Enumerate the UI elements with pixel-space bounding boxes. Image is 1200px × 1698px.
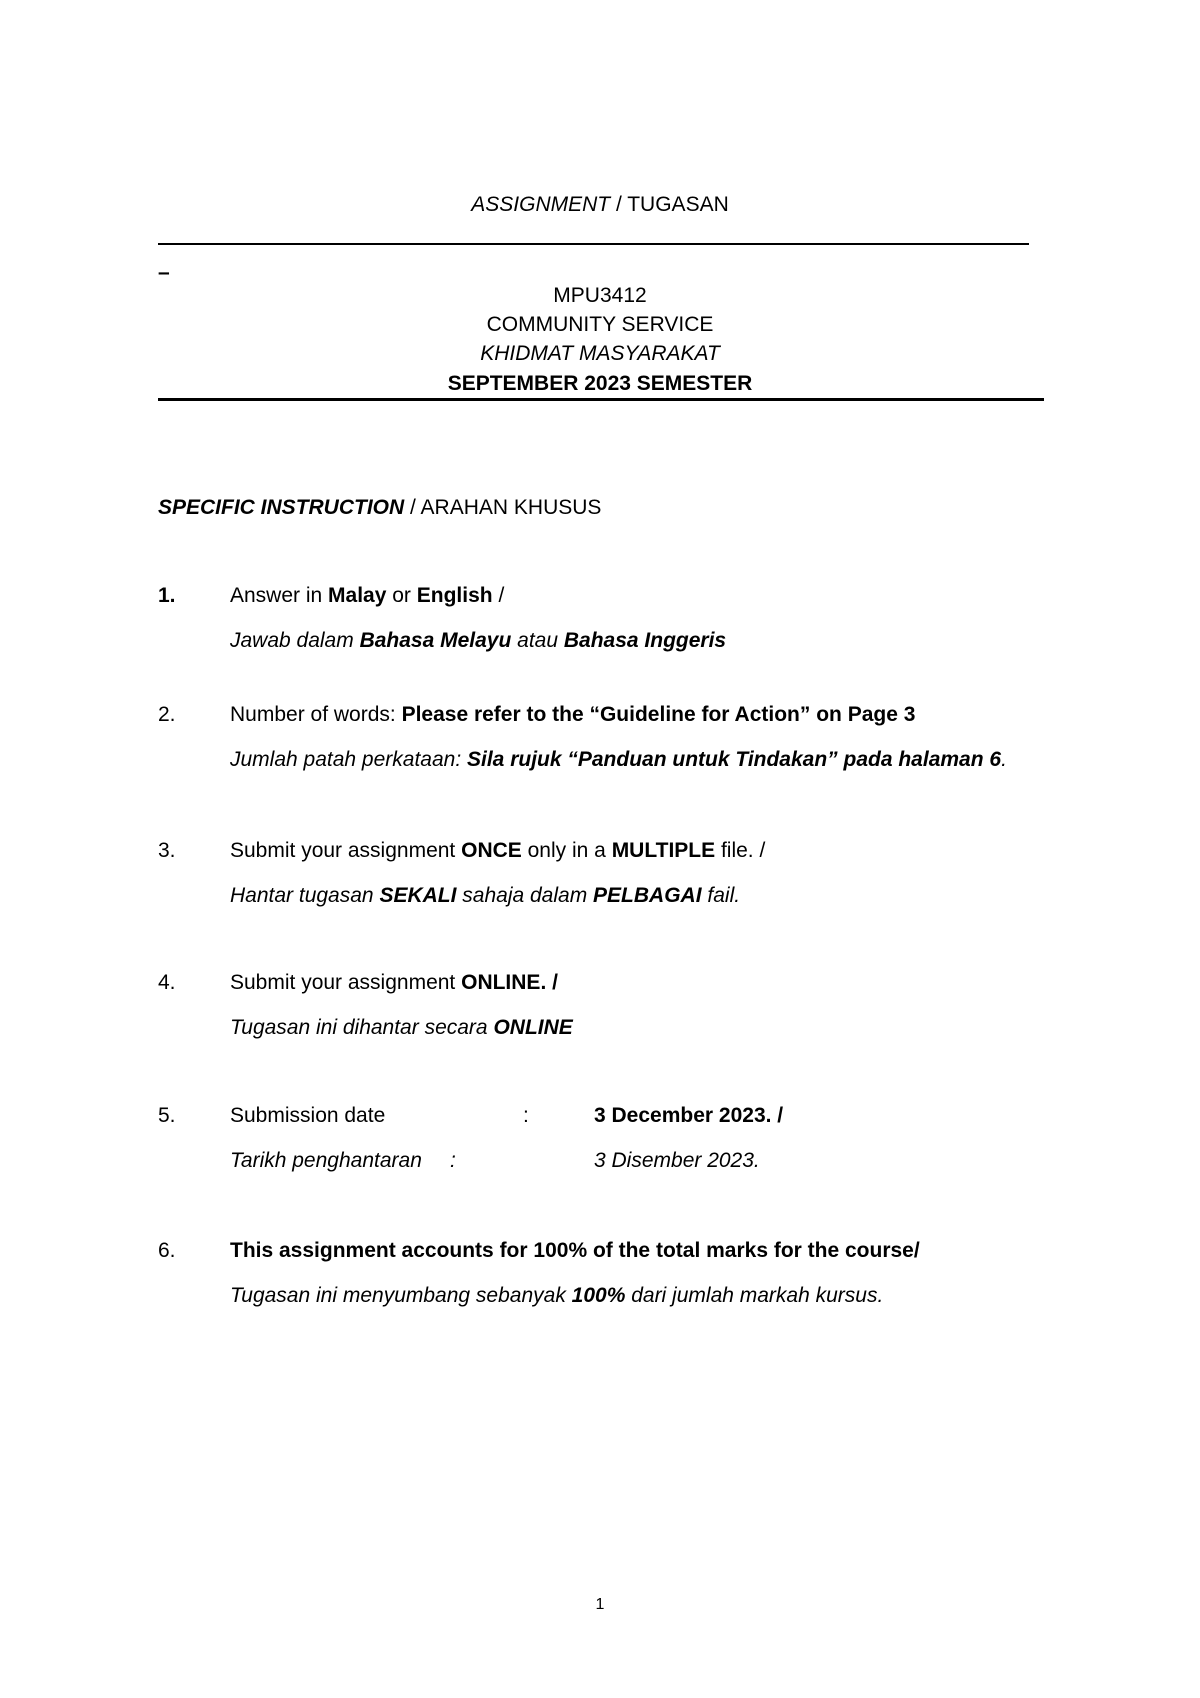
- text-run-bold: Bahasa Inggeris: [563, 629, 727, 652]
- item-3-en: [230, 838, 765, 864]
- text-run: atau: [511, 629, 564, 652]
- page-number: 1: [595, 1596, 605, 1613]
- text-run: Answer in: [230, 584, 329, 607]
- text-run: file. /: [715, 839, 766, 862]
- text-run-bold: SEKALI: [379, 884, 457, 907]
- text-run: Submit your assignment: [230, 839, 462, 862]
- semester: SEPTEMBER 2023 SEMESTER: [447, 372, 753, 395]
- text-run-bold: Sila rujuk “Panduan untuk Tindakan” pada halaman 6: [467, 748, 1002, 771]
- text-run-bold: 100%: [533, 1239, 588, 1262]
- text-run: sahaja dalam: [456, 884, 594, 907]
- text-run: Number of words:: [230, 703, 402, 726]
- item-number: 4.: [158, 971, 176, 994]
- section-heading-sep: /: [404, 496, 421, 519]
- item-6-my: [230, 1283, 883, 1309]
- text-run-bold: ONLINE. /: [461, 971, 558, 994]
- text-run-bold: This assignment accounts for: [230, 1239, 534, 1262]
- text-run: fail.: [701, 884, 741, 907]
- submission-date-value-my: 3 Disember 2023.: [594, 1149, 760, 1172]
- course-name-malay: KHIDMAT MASYARAKAT: [480, 342, 720, 365]
- item-3-my: [230, 883, 740, 909]
- text-run-bold: English: [416, 584, 493, 607]
- text-run-bold: ONLINE: [493, 1016, 573, 1039]
- text-run-bold: ONCE: [461, 839, 522, 862]
- section-heading: [158, 495, 601, 521]
- text-run-bold: 100%: [571, 1284, 626, 1307]
- assignment-title: [0, 192, 1200, 218]
- item-number: 1.: [158, 584, 176, 607]
- submission-date-value: 3 December 2023. /: [594, 1104, 784, 1127]
- text-run: .: [1001, 748, 1007, 771]
- submission-date-label-my: Tarikh penghantaran: [230, 1149, 422, 1172]
- item-4-my: [230, 1015, 573, 1041]
- course-code: MPU3412: [553, 284, 647, 307]
- text-run-bold: Bahasa Melayu: [359, 629, 512, 652]
- assignment-title-my: TUGASAN: [627, 193, 729, 216]
- bottom-divider: [158, 398, 1044, 401]
- section-heading-my: ARAHAN KHUSUS: [420, 496, 602, 519]
- text-run-bold: of the total marks for the course/: [587, 1239, 920, 1262]
- text-run: Tugasan ini dihantar secara: [230, 1016, 494, 1039]
- item-1-en: [230, 583, 504, 609]
- stray-dash: –: [158, 261, 170, 284]
- item-2-my: [230, 747, 1007, 773]
- submission-date-label: Submission date: [230, 1104, 386, 1127]
- course-name: COMMUNITY SERVICE: [486, 313, 714, 336]
- item-2-en: [230, 702, 915, 728]
- text-run: or: [386, 584, 417, 607]
- submission-date-colon-my: :: [450, 1149, 456, 1172]
- item-number: 5.: [158, 1104, 176, 1127]
- text-run: Jawab dalam: [230, 629, 360, 652]
- text-run-bold: Malay: [328, 584, 387, 607]
- section-heading-en: SPECIFIC INSTRUCTION: [158, 496, 405, 519]
- item-4-en: [230, 970, 558, 996]
- item-number: 6.: [158, 1239, 176, 1262]
- assignment-title-sep: /: [610, 193, 628, 216]
- text-run-bold: MULTIPLE: [611, 839, 716, 862]
- text-run: only in a: [521, 839, 612, 862]
- submission-date-colon: :: [523, 1104, 529, 1127]
- text-run: dari jumlah markah kursus.: [625, 1284, 884, 1307]
- text-run: Jumlah patah perkataan:: [230, 748, 467, 771]
- item-number: 2.: [158, 703, 176, 726]
- item-number: 3.: [158, 839, 176, 862]
- text-run-bold: Please refer to the “Guideline for Action” on Page 3: [401, 703, 916, 726]
- top-divider: [158, 243, 1029, 245]
- item-6-en: [230, 1238, 920, 1264]
- text-run: /: [492, 584, 505, 607]
- text-run-bold: PELBAGAI: [593, 884, 702, 907]
- assignment-title-en: ASSIGNMENT: [471, 193, 611, 216]
- text-run: Submit your assignment: [230, 971, 462, 994]
- text-run: Tugasan ini menyumbang sebanyak: [230, 1284, 572, 1307]
- text-run: Hantar tugasan: [230, 884, 380, 907]
- item-1-my: [230, 628, 726, 654]
